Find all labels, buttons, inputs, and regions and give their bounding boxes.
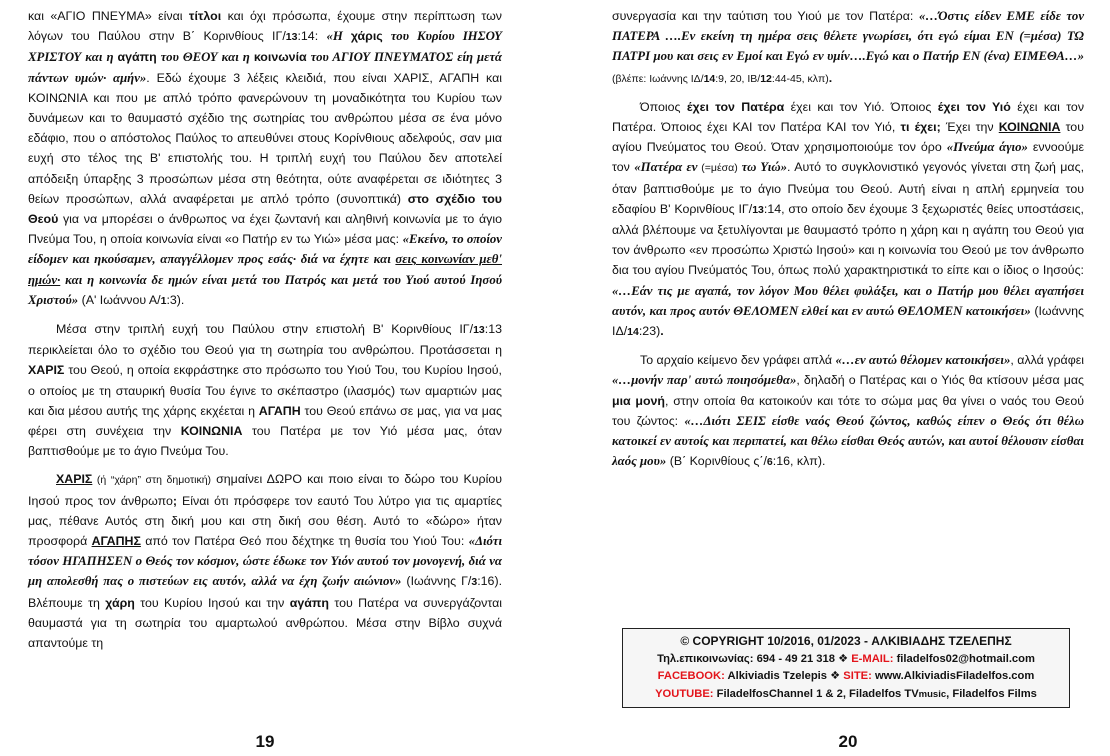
text-run: σημαίνει ΔΩΡΟ και ποιο είναι το δώρο του Κυρίου Ιησού προς τον άνθρωπο — [28, 472, 502, 508]
phone-number[interactable]: 694 - 49 21 318 — [756, 652, 835, 665]
text-run: του Κυρίου Ιησού και την — [134, 595, 290, 610]
site-link[interactable]: www.AlkiviadisFiladelfos.com — [874, 670, 1035, 682]
text-run: , δηλαδή ο Πατέρας και ο Υιός θα κτίσουν μέσα μας — [796, 373, 1084, 388]
text-run: «…μονήν παρ' αυτώ ποιησόμεθα» — [612, 373, 797, 388]
text-run: . — [828, 70, 833, 85]
text-run: και όχι πρόσωπα, έχουμε στην περίπτωση των λόγων του Παύλου στην Β΄ Κορινθίους ΙΓ/ — [28, 9, 502, 44]
text-run: τω Υιώ» — [741, 160, 788, 175]
text-run: (Α' Ιωάννου Α/ — [78, 292, 161, 307]
text-run: :23) — [638, 324, 661, 339]
text-run: «…Όστις είδεν ΕΜΕ είδε τον ΠΑΤΕΡΑ ….Εν εκείνη τη ημέρα σεις θέλετε γνωρίσει, ότι εγώ είμαι ΕΝ (=μέσα) ΤΩ ΠΑΤΡΙ μου και σεις εν Εμοί και Εγώ εν υμίν….Εγώ και ο Πατήρ ΕΝ (ένα) ΕΙΜΕΘΑ…» — [612, 9, 1085, 64]
text-run: χάρη — [105, 595, 135, 610]
diamond-icon: ❖ — [838, 652, 849, 665]
text-run: Όποιος — [640, 99, 687, 114]
paragraph — [612, 97, 1084, 342]
text-run: ΧΑΡΙΣ — [28, 363, 65, 378]
text-run: του Θεού, η οποία εκφράστηκε στο πρόσωπο του Υιού Του, του Κυρίου Ιησού, ο οποίος με τη σταυρική θυσία Του έγινε το σκέπαστρο (ιλασμός) των αμαρτιών μας και δια μέσου αυτής της χάρης εκχέεται η — [28, 363, 502, 418]
social-line: FACEBOOK: Alkiviadis Tzelepis ❖ SITE: www.AlkiviadisFiladelfos.com — [657, 670, 1035, 682]
text-run: έχει τον Πατέρα — [686, 99, 785, 114]
text-run: :16). Βλέπουμε τη — [28, 574, 503, 610]
text-run: στο σχέδιο του Θεού — [28, 191, 502, 227]
email-link[interactable]: filadelfos02@hotmail.com — [896, 652, 1035, 665]
paragraph — [612, 6, 1084, 89]
text-run: 13 — [285, 31, 298, 44]
paragraph — [28, 469, 502, 653]
text-run: του Πατέρα να συνεργάζονται θαυμαστά για τη σωτηρία του αμαρτωλού ανθρώπου. Μέσα στην Βίβλο συχνά απαντούμε τη — [28, 595, 502, 651]
youtube-link[interactable]: FiladelfosChannel 1 & 2, Filadelfos TVmusic, Filadelfos Films — [716, 687, 1037, 700]
text-run: «Πατέρα εν — [634, 160, 698, 175]
text-run: του Πατέρα με τον Υιό μέσα μας, όταν βαπτισθούμε με το άγιο Πνεύμα Του. — [28, 424, 503, 459]
text-run: (Β΄ Κορινθίους ς΄/ — [666, 454, 767, 469]
text-run: «Η — [326, 29, 351, 44]
text-run: για να μπορέσει ο άνθρωπος να έχει ζωντανή και αληθινή κοινωνία με το άγιο Πνεύμα Του, η οποία κοινωνία είναι «ο Πατήρ εν τω Υιώ» μέσα μας: — [28, 212, 502, 247]
text-run: 13 — [473, 324, 485, 337]
text-column-right — [612, 6, 1084, 472]
text-run: :16, κλπ). — [772, 454, 826, 469]
text-run: αγάπη — [117, 50, 157, 65]
text-run: :14: — [297, 29, 327, 44]
text-run: «Εκείνο, το οποίον είδομεν και ηκούσαμεν, απαγγέλλομεν προς εσάς· διά να έχητε και — [28, 232, 502, 267]
text-run: μια μονή — [612, 393, 665, 408]
text-run: 1 — [160, 294, 167, 307]
page-right — [612, 6, 1084, 756]
page-left — [28, 6, 502, 756]
page-number: 20 — [838, 732, 858, 751]
text-run: :14, στο οποίο δεν έχουμε 3 ξεχωριστές θείες υποστάσεις, αλλά βλέπουμε να ξετυλίγονται με θαυμαστό τρόπο η χάρη και η αγάπη του Θεού για τον άνθρωπο «εν προσώπω Χριστώ Ιησού» και η κοινωνία του Θεού με τον άνθρωπο δια του αγίου Πνεύματός Του, όπως πολύ χαρακτηριστικά το είπε και ο ίδιος ο Ιησούς: — [612, 201, 1084, 278]
paragraph — [612, 350, 1084, 472]
text-run: του ΑΓΙΟΥ ΠΝΕΥΜΑΤΟΣ είη μετά πάντων υμών· αμήν» — [28, 50, 502, 85]
facebook-link[interactable]: Alkiviadis Tzelepis — [727, 670, 827, 682]
text-run: 3 — [471, 576, 478, 589]
text-run: ΧΑΡΙΣ — [56, 472, 93, 487]
text-run: τίτλοι — [188, 9, 222, 23]
text-run: (Ιωάννης ΙΔ/ — [612, 303, 1084, 339]
copyright-icon: © — [680, 634, 690, 648]
text-run: . Αυτό το συγκλονιστικό γεγονός γίνεται στη ζωή μας, όταν βαπτισθούμε με το άγιο Πνεύμα του Θεού. Αυτή είναι η απλή ερμηνεία του εδαφίου Β' Κορινθίους ΙΓ/ — [612, 160, 1085, 216]
text-run: «…Εάν τις με αγαπά, τον λόγον Μου θέλει φυλάξει, και ο Πατήρ μου θέλει αγαπήσει αυτόν, και προς αυτόν ΘΕΛΟΜΕΝ ελθεί και εν αυτώ ΘΕΛΟΜΕΝ κατοικήσει» — [612, 283, 1084, 318]
text-run: 12 — [760, 72, 772, 85]
text-run: συνεργασία και την ταύτιση του Υιού με τον Πατέρα: — [612, 9, 919, 23]
text-run: έχει και τον Υιό. Όποιος — [784, 99, 938, 114]
text-run: 6 — [766, 456, 773, 469]
text-run: Είναι ότι πρόσφερε τον εαυτό Του λύτρο για τις αμαρτίες μας, πέθανε Αυτός στη δική μου και στη δική σου θέση. Αυτό το «δώρο» ήταν προσφορά — [28, 493, 502, 549]
text-run: 13 — [752, 203, 764, 216]
text-run: ΚΟΙΝΩΝΙΑ — [180, 424, 243, 439]
text-run: του Θεού επάνω σε μας, για να μας φέρει στη συνέχεια την — [28, 403, 502, 439]
paragraph — [28, 319, 502, 461]
text-run: :13 περικλείεται όλο το σχέδιο του Θεού για τη σωτηρία του ανθρώπου. Προτάσσεται η — [28, 322, 502, 358]
page-number: 19 — [255, 732, 275, 751]
contact-line: Τηλ.επικοινωνίας: 694 - 49 21 318 ❖ E-MAIL: filadelfos02@hotmail.com — [657, 652, 1035, 665]
text-run: τι έχει; — [900, 120, 941, 135]
text-run: κοινωνία — [253, 50, 307, 65]
text-run: (ή “χάρη” στη δημοτική) — [92, 474, 212, 487]
text-run: και η κοινωνία δε ημών είναι μετά του Πατρός και μετά του Υιού αυτού Ιησού Χριστού» — [28, 272, 502, 307]
text-run: Μέσα στην τριπλή ευχή του Παύλου στην επιστολή Β' Κορινθίους ΙΓ/ — [56, 322, 474, 337]
text-run: (=μέσα) — [697, 162, 742, 175]
text-run: αγάπη — [289, 595, 329, 610]
text-run: «…εν αυτώ θέλομεν κατοικήσει» — [835, 353, 1011, 368]
text-run: από τον Πατέρα Θεό που δέχτηκε τη θυσία του Υιού Του: — [140, 534, 469, 549]
text-run: ΚΟΙΝΩΝΙΑ — [998, 120, 1061, 135]
text-run: . — [660, 324, 664, 339]
text-run: «Διότι τόσον ΗΓΑΠΗΣΕΝ ο Θεός τον κόσμον, ώστε έδωκε τον Υιόν αυτού τον μονογενή, διά να μη απολεσθή πας ο πιστεύων εις αυτόν, αλλά να έχη ζωήν αιώνιον» — [28, 534, 503, 589]
text-run: έχει τον Υιό — [937, 99, 1011, 114]
text-run: Έχει την — [940, 120, 999, 135]
text-run: του αγίου Πνεύματος του Θεού. Όταν χρησιμοποιούμε τον όρο — [612, 120, 1084, 155]
text-run: :9, 20, ΙΒ/ — [715, 72, 761, 85]
text-run: σεις κοινωνίαν μεθ' ημών· — [28, 252, 502, 287]
copyright-line: © COPYRIGHT 10/2016, 01/2023 - ΑΛΚΙΒΙΑΔΗΣ ΤΖΕΛΕΠΗΣ — [680, 634, 1012, 648]
text-run: και «ΑΓΙΟ ΠΝΕΥΜΑ» είναι — [28, 9, 189, 23]
text-run: ; — [172, 493, 178, 508]
text-run: (βλέπε: Ιωάννης ΙΔ/ — [612, 72, 704, 85]
text-run: , αλλά γράφει — [1010, 353, 1085, 368]
text-run: «…Διότι ΣΕΙΣ είσθε ναός Θεού ζώντος, καθώς είπεν ο Θεός ότι θέλω κατοικεί εν αυτοίς και περιπατεί, και θέλω είσθαι Θεός αυτών, και αυτοί θέλουσιν είσθαι λαός μου» — [612, 413, 1084, 469]
text-run: χάρις — [350, 29, 383, 44]
text-run: (Ιωάννης Γ/ — [401, 574, 472, 589]
text-run: του Κυρίου ΙΗΣΟΥ ΧΡΙΣΤΟΥ και η — [28, 29, 502, 65]
text-run: ΑΓΑΠΗΣ — [91, 534, 141, 549]
copyright-box — [622, 628, 1070, 708]
text-run: :44-45, κλπ) — [771, 72, 829, 85]
text-run: έχει και τον Πατέρα. Όποιος έχει ΚΑΙ τον Πατέρα ΚΑΙ τον Υιό, — [612, 99, 1085, 135]
text-run: εννοούμε τον — [612, 140, 1085, 175]
text-run: του ΘΕΟΥ και η — [156, 50, 254, 65]
youtube-line: YOUTUBE: FiladelfosChannel 1 & 2, Filadelfos TVmusic, Filadelfos Films — [655, 687, 1037, 700]
text-run: , στην οποία θα κατοικούν και τότε το σώμα μας θα γίνει ο ναός του Θεού του ζώντος: — [612, 393, 1084, 428]
text-run: :3). — [166, 292, 185, 307]
text-run: ΑΓΑΠΗ — [258, 403, 301, 418]
text-column-left — [28, 6, 502, 653]
text-run: 14 — [627, 326, 639, 339]
text-run: Το αρχαίο κείμενο δεν γράφει απλά — [640, 353, 836, 368]
diamond-icon: ❖ — [830, 670, 841, 682]
text-run: «Πνεύμα άγιο» — [946, 140, 1028, 155]
text-run: . Εδώ έχουμε 3 λέξεις κλειδιά, που είναι ΧΑΡΙΣ, ΑΓΑΠΗ και ΚΟΙΝΩΝΙΑ και που με απλό τρόπο φανερώνουν τη μοναδικότητα του Κυρίου των δυνάμεων και το θαυμαστό σχέδιο της σωτηρίας του ανθρώπου μέσα σε ένα μόνο εδάφιο, που ο απόστολος Παύλος το απευθύνει στους Κορίνθιους αδελφούς, σαν μια ευχή στο τέλος της Β' επιστολής του. Η τριπλή ευχή του Παύλου δεν αποτελεί απόδειξη ύπαρξης 3 προσώπων μέσα στη θεότητα, ούτε αναφέρεται σε ιδιότητες 3 θείων προσώπων, αλλά αναφέρεται με απλό τρόπο (συνοπτικά) — [28, 70, 502, 206]
paragraph — [28, 6, 502, 311]
text-run: 14 — [703, 72, 716, 85]
